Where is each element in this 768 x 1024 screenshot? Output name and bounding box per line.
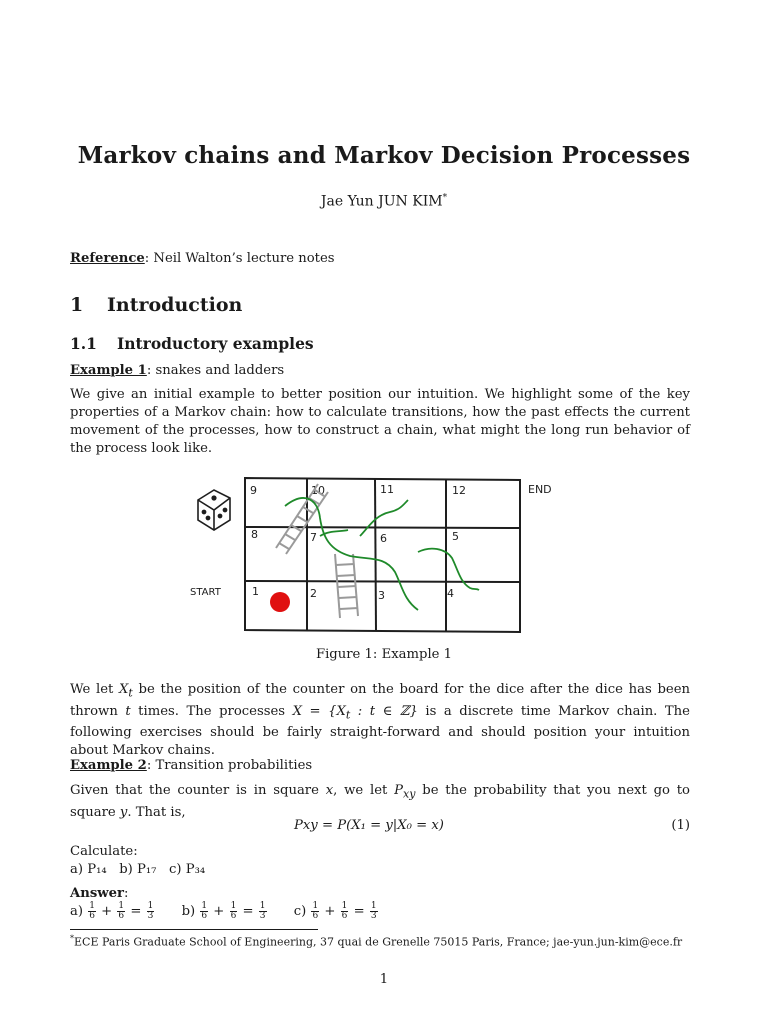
square-label: 6 bbox=[380, 532, 387, 545]
example1-paragraph: We give an initial example to better position our intuition. We highlight some of the key properties of a Markov chain: how to calculate transitions, how the past effects the current movement of the processes, how to construct a chain, what might the long run behavior of the process look like. bbox=[70, 387, 690, 456]
calculate-label: Calculate: bbox=[70, 844, 138, 859]
plus-sign: + bbox=[324, 904, 336, 919]
ladder-icon bbox=[335, 554, 358, 618]
example2-title: : Transition probabilities bbox=[146, 758, 313, 773]
square-label: 8 bbox=[251, 528, 258, 541]
equation-body: Pxy = P(X₁ = y|X₀ = x) bbox=[294, 818, 444, 833]
text-span: be the position of the counter on the board for the dice after the dice has been thrown bbox=[70, 682, 690, 719]
equals-sign: = bbox=[130, 904, 142, 919]
fraction bbox=[117, 902, 125, 921]
footnote-mark: * bbox=[70, 934, 74, 943]
section-number: 1 bbox=[70, 294, 84, 316]
figure-caption: Figure 1: Example 1 bbox=[315, 647, 453, 662]
given-paragraph bbox=[70, 782, 690, 822]
footnote-text: ECE Paris Graduate School of Engineering, 37 quai de Grenelle 75015 Paris, France; jae-yun.jun-kim@ece.fr bbox=[74, 935, 683, 949]
author-footnote-mark: * bbox=[442, 193, 448, 203]
text-span: be the probability that you next go to square bbox=[70, 783, 690, 820]
answer-prefix: a) bbox=[70, 904, 84, 919]
subsection-title: Introductory examples bbox=[117, 334, 314, 353]
calculate-items bbox=[70, 861, 690, 879]
example1-heading bbox=[70, 362, 690, 380]
frac-den: 6 bbox=[341, 911, 348, 921]
math-sub: t bbox=[128, 686, 133, 700]
square-label: 1 bbox=[252, 585, 259, 598]
square-label: 9 bbox=[250, 484, 257, 497]
square-label: 4 bbox=[447, 587, 454, 600]
square-label: 11 bbox=[380, 483, 394, 496]
square-label: 12 bbox=[452, 484, 466, 497]
plus-sign: + bbox=[213, 904, 225, 919]
answer-title: Answer bbox=[70, 886, 124, 901]
text-span: , we let bbox=[333, 783, 395, 798]
end-label: END bbox=[528, 483, 552, 496]
fraction bbox=[311, 902, 319, 921]
square-label: 5 bbox=[452, 530, 459, 543]
calculate-item-b: b) P₁₇ bbox=[119, 862, 157, 877]
math-var: P bbox=[394, 783, 404, 798]
fraction bbox=[230, 902, 238, 921]
calculate-item-a: a) P₁₄ bbox=[70, 862, 107, 877]
answer-colon: : bbox=[123, 886, 129, 901]
answer-item-c bbox=[293, 901, 379, 921]
example2-heading bbox=[70, 757, 690, 775]
frac-den: 3 bbox=[259, 911, 266, 921]
fraction bbox=[147, 902, 155, 921]
fraction bbox=[259, 902, 267, 921]
text-span: is a discrete time Markov chain. The following exercises should be fairly straight-forward and should position your intuition about Markov chains. bbox=[70, 703, 690, 759]
fraction bbox=[200, 902, 208, 921]
red-counter bbox=[270, 592, 290, 612]
answer-label bbox=[70, 885, 690, 903]
answer-items bbox=[70, 902, 690, 921]
frac-den: 6 bbox=[230, 911, 237, 921]
frac-den: 6 bbox=[312, 911, 319, 921]
example1-title: : snakes and ladders bbox=[146, 363, 285, 378]
reference-line bbox=[70, 251, 335, 266]
square-label: 10 bbox=[311, 484, 325, 497]
square-label: 2 bbox=[310, 587, 317, 600]
math-var: y bbox=[119, 804, 128, 820]
frac-den: 3 bbox=[370, 911, 377, 921]
example2-label: Example 2 bbox=[70, 758, 147, 773]
frac-den: 6 bbox=[201, 911, 208, 921]
author-line bbox=[0, 193, 768, 210]
math-sub: xy bbox=[403, 787, 416, 801]
equals-sign: = bbox=[242, 904, 254, 919]
equation-number: (1) bbox=[671, 818, 690, 833]
text-span: We let bbox=[70, 682, 120, 697]
math-sub: t bbox=[345, 708, 351, 722]
page-number: 1 bbox=[379, 972, 389, 987]
math-expr: X = {X bbox=[292, 703, 346, 719]
text-span: Given that the counter is in square bbox=[70, 783, 326, 798]
frac-num: 1 bbox=[118, 901, 125, 911]
frac-num: 1 bbox=[370, 901, 377, 911]
fraction bbox=[370, 902, 378, 921]
subsection-number: 1.1 bbox=[70, 334, 97, 353]
answer-prefix: b) bbox=[181, 904, 196, 919]
footnote-rule bbox=[70, 929, 318, 930]
text-span: times. The processes bbox=[130, 703, 293, 719]
frac-num: 1 bbox=[201, 901, 208, 911]
frac-den: 3 bbox=[147, 911, 154, 921]
frac-num: 1 bbox=[341, 901, 348, 911]
frac-num: 1 bbox=[89, 901, 95, 911]
author-name: Jae Yun JUN KIM bbox=[320, 193, 443, 210]
plus-sign: + bbox=[101, 904, 113, 919]
xt-paragraph bbox=[70, 681, 690, 760]
footnote bbox=[70, 934, 710, 949]
frac-num: 1 bbox=[312, 901, 319, 911]
math-var: x bbox=[325, 783, 334, 798]
text-span: . That is, bbox=[127, 804, 186, 820]
frac-num: 1 bbox=[147, 901, 154, 911]
square-label: 7 bbox=[310, 531, 317, 544]
answer-prefix: c) bbox=[293, 904, 307, 919]
start-label: START bbox=[190, 587, 221, 598]
calculate-item-c: c) P₃₄ bbox=[169, 862, 206, 877]
reference-label: Reference bbox=[70, 251, 145, 266]
example1-label: Example 1 bbox=[70, 363, 147, 378]
math-expr: : t ∈ ℤ} bbox=[350, 703, 418, 719]
frac-num: 1 bbox=[230, 901, 237, 911]
fraction bbox=[341, 902, 349, 921]
reference-text: : Neil Walton’s lecture notes bbox=[144, 251, 335, 266]
section-title: Introduction bbox=[107, 294, 243, 316]
paper-title: Markov chains and Markov Decision Processes bbox=[77, 142, 691, 169]
answer-item-b bbox=[181, 901, 272, 921]
fraction bbox=[88, 902, 96, 921]
subsection-heading bbox=[70, 334, 314, 353]
section-heading bbox=[70, 294, 242, 316]
frac-den: 6 bbox=[118, 911, 125, 921]
frac-num: 1 bbox=[259, 901, 266, 911]
answer-item-a bbox=[70, 901, 160, 921]
snakes-ladders-figure bbox=[190, 470, 570, 640]
square-label: 3 bbox=[378, 589, 385, 602]
equals-sign: = bbox=[353, 904, 365, 919]
math-var: t bbox=[125, 703, 131, 719]
dice-icon bbox=[198, 490, 230, 530]
math-var: X bbox=[119, 682, 129, 697]
frac-den: 6 bbox=[89, 911, 95, 921]
